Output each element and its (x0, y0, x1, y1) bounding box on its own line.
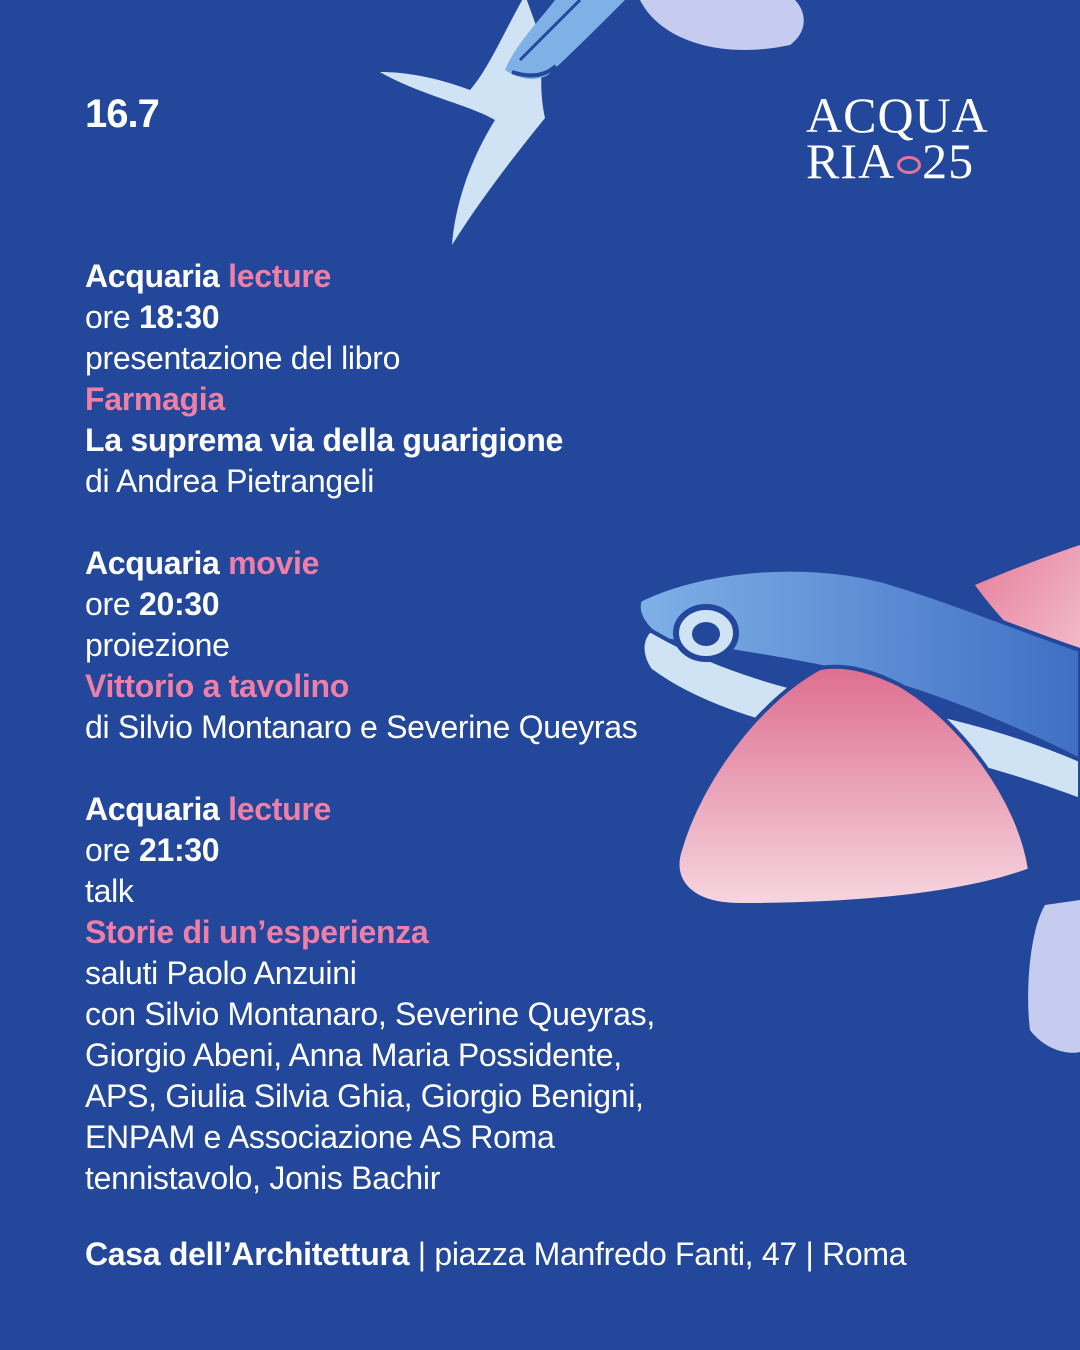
event-kind: lecture (228, 791, 331, 827)
event-type: proiezione (85, 627, 230, 663)
event-time (85, 830, 845, 871)
time-prefix: ore (85, 586, 131, 622)
event-type: talk (85, 873, 134, 909)
venue-name: Casa dell’Architettura (85, 1236, 410, 1272)
event-detail: saluti Paolo Anzuini (85, 955, 357, 991)
time-value: 21:30 (138, 832, 220, 868)
acquaria-25-logo (806, 87, 1006, 189)
event-title: Farmagia (85, 381, 225, 417)
event-title: Storie di un’esperienza (85, 914, 429, 950)
event-series: Acquaria (85, 791, 220, 827)
logo-line-1: ACQUA (806, 87, 989, 143)
logo-line-2-text: RIA (806, 133, 896, 189)
event-detail: di Andrea Pietrangeli (85, 463, 375, 499)
event-time (85, 584, 845, 625)
footer-separator: | (417, 1236, 426, 1272)
event-detail: ENPAM e Associazione AS Roma (85, 1119, 555, 1155)
event-heading (85, 256, 845, 297)
event-title: Vittorio a tavolino (85, 668, 349, 704)
event-detail: di Silvio Montanaro e Severine Queyras (85, 709, 638, 745)
time-value: 18:30 (138, 299, 220, 335)
event-heading (85, 543, 845, 584)
event-heading (85, 789, 845, 830)
event-date: 16.7 (85, 92, 159, 136)
flying-fish-top-illustration (380, 0, 804, 245)
time-prefix: ore (85, 299, 131, 335)
event-detail: tennistavolo, Jonis Bachir (85, 1160, 441, 1196)
venue-city: Roma (822, 1236, 907, 1272)
footer-separator: | (805, 1236, 814, 1272)
event-series: Acquaria (85, 258, 220, 294)
event-1 (85, 256, 845, 502)
event-time (85, 297, 845, 338)
logo-year: 25 (922, 133, 975, 189)
time-value: 20:30 (138, 586, 220, 622)
event-subtitle: La suprema via della guarigione (85, 422, 563, 458)
venue-address: piazza Manfredo Fanti, 47 (434, 1236, 797, 1272)
event-type: presentazione del libro (85, 340, 401, 376)
event-detail: con Silvio Montanaro, Severine Queyras, (85, 996, 655, 1032)
event-detail: Giorgio Abeni, Anna Maria Possidente, (85, 1037, 622, 1073)
event-series: Acquaria (85, 545, 220, 581)
program (85, 256, 845, 1240)
logo-line-2 (806, 133, 1006, 189)
event-3 (85, 789, 845, 1199)
event-detail: APS, Giulia Silvia Ghia, Giorgio Benigni, (85, 1078, 644, 1114)
event-2 (85, 543, 845, 748)
time-prefix: ore (85, 832, 131, 868)
event-kind: lecture (228, 258, 331, 294)
event-kind: movie (228, 545, 320, 581)
venue-footer (85, 1234, 906, 1275)
logo-ring-icon (897, 156, 921, 174)
